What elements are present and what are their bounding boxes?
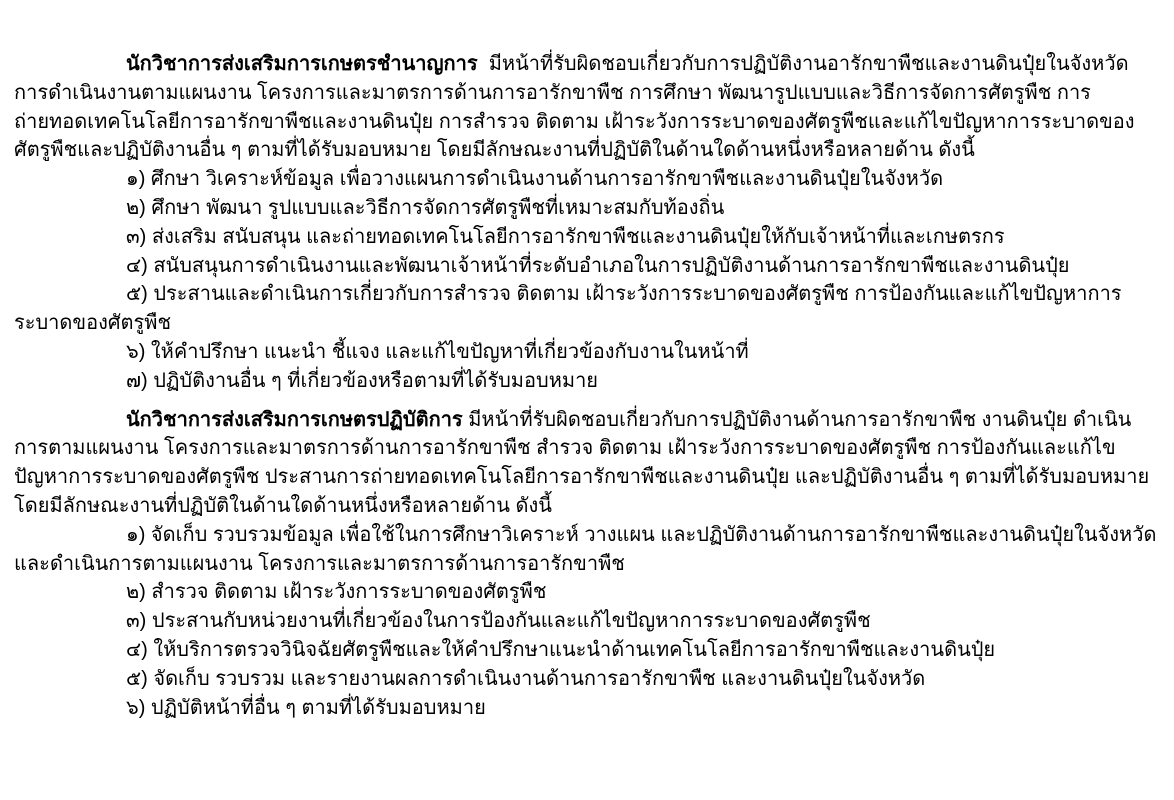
section-1-title: นักวิชาการส่งเสริมการเกษตรชำนาญการ [126,53,478,75]
duty-item: ๕) จัดเก็บ รวบรวม และรายงานผลการดำเนินงานด้านการอารักขาพืช และงานดินปุ๋ยในจังหวัด [126,667,926,690]
duty-item: ๗) ปฏิบัติงานอื่น ๆ ที่เกี่ยวข้องหรือตามที่ได้รับมอบหมาย [126,369,599,392]
duty-item: ๒) สำรวจ ติดตาม เฝ้าระวังการระบาดของศัตรูพืช [126,581,547,604]
section-2-intro-paragraph [14,406,1162,521]
duty-item: ๔) สนับสนุนการดำเนินงานและพัฒนาเจ้าหน้าที่ระดับอำเภอในการปฏิบัติงานด้านการอารักขาพืชและงานดินปุ๋ย [126,254,1070,277]
duty-item: ๑) จัดเก็บ รวบรวมข้อมูล เพื่อใช้ในการศึกษาวิเคราะห์ วางแผน และปฏิบัติงานด้านการอารักขาพืชและงานดินปุ๋ยในจังหวัดและดำเนินการตามแผนงาน โครงการและมาตรการด้านการอารักขาพืช [14,523,1157,575]
section-patibatkan [14,406,1162,723]
duty-item: ๓) ส่งเสริม สนับสนุน และถ่ายทอดเทคโนโลยีการอารักขาพืชและงานดินปุ๋ยให้กับเจ้าหน้าที่และเกษตรกร [126,225,1005,248]
section-2-intro-text: มีหน้าที่รับผิดชอบเกี่ยวกับการปฏิบัติงานด้านการอารักขาพืช งานดินปุ๋ย ดำเนินการตามแผนงาน โครงการและมาตรการด้านการอารักขาพืช สำรวจ ติดตาม เฝ้าระวังการระบาดของศัตรูพืช การป้องกันและแก้ไขปัญหาการระบาดของศัตรูพืช ประสานการถ่ายทอดเทคโนโลยีการอารักขาพืชและงานดินปุ๋ย และปฏิบัติงานอื่น ๆ ตามที่ได้รับมอบหมาย โดยมีลักษณะงานที่ปฏิบัติในด้านใดด้านหนึ่งหรือหลายด้าน ดังนี้ [14,408,1161,517]
duty-item: ๑) ศึกษา วิเคราะห์ข้อมูล เพื่อวางแผนการดำเนินงานด้านการอารักขาพืชและงานดินปุ๋ยในจังหวัด [126,168,944,191]
section-chamnankan [14,50,1162,396]
duty-item: ๖) ปฏิบัติหน้าที่อื่น ๆ ตามที่ได้รับมอบหมาย [126,696,486,719]
duty-item: ๔) ให้บริการตรวจวินิจฉัยศัตรูพืชและให้คำปรึกษาแนะนำด้านเทคโนโลยีการอารักขาพืชและงานดินปุ๋ย [126,638,996,661]
section-1-intro-paragraph [14,50,1162,165]
duty-item: ๓) ประสานกับหน่วยงานที่เกี่ยวข้องในการป้องกันและแก้ไขปัญหาการระบาดของศัตรูพืช [126,610,871,633]
duty-item: ๖) ให้คำปรึกษา แนะนำ ชี้แจง และแก้ไขปัญหาที่เกี่ยวข้องกับงานในหน้าที่ [126,340,749,363]
duty-item: ๒) ศึกษา พัฒนา รูปแบบและวิธีการจัดการศัตรูพืชที่เหมาะสมกับท้องถิ่น [126,196,725,219]
section-2-title: นักวิชาการส่งเสริมการเกษตรปฏิบัติการ [126,408,463,431]
section-1-intro-text: มีหน้าที่รับผิดชอบเกี่ยวกับการปฏิบัติงานอารักขาพืชและงานดินปุ๋ยในจังหวัด การดำเนินงานตามแผนงาน โครงการและมาตรการด้านการอารักขาพืช การศึกษา พัฒนารูปแบบและวิธีการจัดการศัตรูพืช การถ่ายทอดเทคโนโลยีการอารักขาพืชและงานดินปุ๋ย การสำรวจ ติดตาม เฝ้าระวังการระบาดของศัตรูพืชและแก้ไขปัญหาการระบาดของศัตรูพืชและปฏิบัติงานอื่น ๆ ตามที่ได้รับมอบหมาย โดยมีลักษณะงานที่ปฏิบัติในด้านใดด้านหนึ่งหรือหลายด้าน ดังนี้ [14,53,1135,162]
duty-item: ๕) ประสานและดำเนินการเกี่ยวกับการสำรวจ ติดตาม เฝ้าระวังการระบาดของศัตรูพืช การป้องกันและแก้ไขปัญหาการระบาดของศัตรูพืช [14,283,1122,335]
